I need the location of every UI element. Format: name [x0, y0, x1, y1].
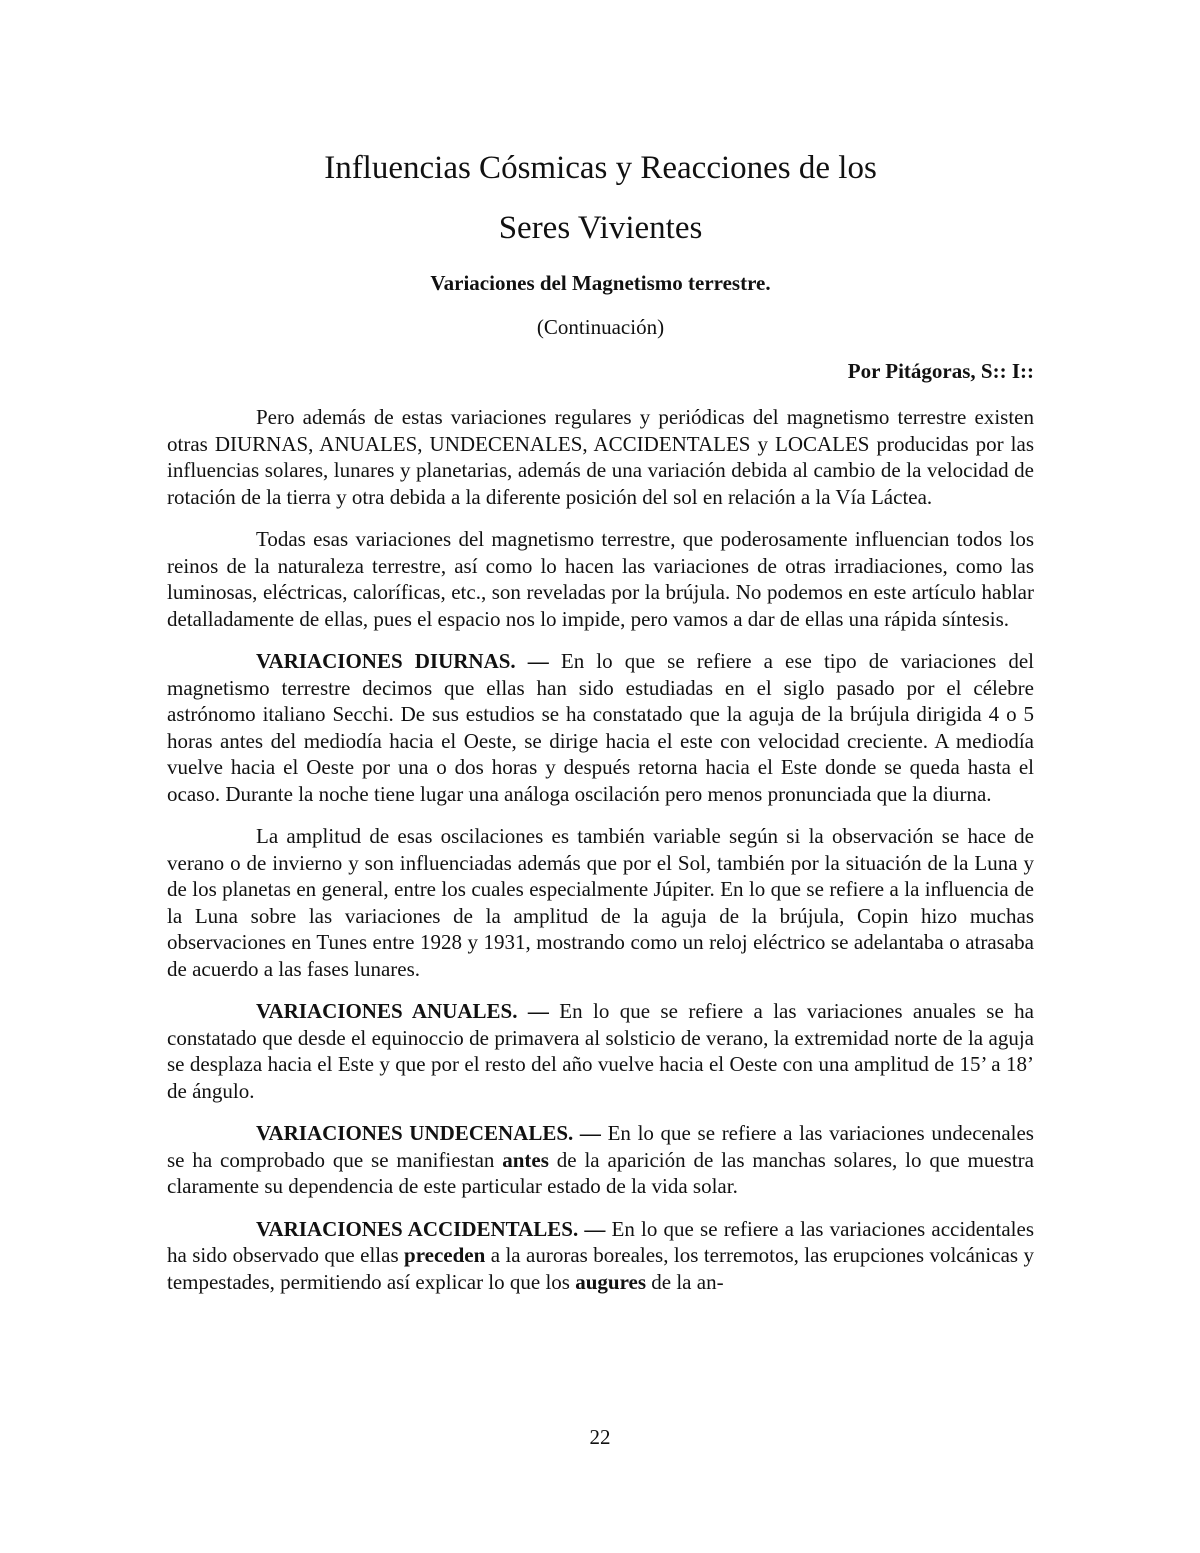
paragraph-undecenal-text-b: de la aparición de las manchas solares, lo que muestra claramente su dependencia de este particular estado de la vida solar.: [167, 1147, 1034, 1198]
section-heading-annual: VARIACIONES ANUALES. —: [256, 999, 549, 1023]
author-line: Por Pitágoras, S:: I::: [847, 359, 1034, 383]
title-line-1: Influencias Cósmicas y Reacciones de los: [324, 150, 877, 186]
emphasis-augures: augures: [575, 1269, 647, 1294]
paragraph-accidental-text-b: a la auroras boreales, los terremotos, las erupciones volcánicas y tempestades, permitiendo así explicar lo que los: [167, 1243, 1034, 1294]
paragraph-undecenal-text-a: En lo que se refiere a las variaciones undecenales se ha comprobado que se manifiestan: [167, 1121, 1034, 1172]
paragraph-diurnal: [167, 648, 1034, 807]
subtitle: Variaciones del Magnetismo terrestre.: [430, 271, 771, 295]
document-page: [167, 138, 1034, 1295]
section-heading-undecenal: VARIACIONES UNDECENALES. —: [256, 1121, 601, 1145]
continuation-note: (Continuación): [536, 315, 665, 339]
paragraph-undecenal: [167, 1120, 1034, 1200]
paragraph-diurnal-text: En lo que se refiere a ese tipo de variaciones del magnetismo terrestre decimos que ellas han sido estudiadas en el siglo pasado por el célebre astrónomo italiano Secchi. De sus estudios se ha constatado que la aguja de la brújula dirigida 4 o 5 horas antes del mediodía hacia el Oeste, se dirige hacia el este con velocidad creciente. A mediodía vuelve hacia el Oeste por una o dos horas y después retorna hacia el Este donde se queda hasta el ocaso. Durante la noche tiene lugar una análoga oscilación pero menos pronunciada que la diurna.: [167, 649, 1034, 806]
paragraph-accidental-text-a: En lo que se refiere a las variaciones accidentales ha sido observado que ellas: [167, 1216, 1034, 1267]
page-number: 22: [589, 1425, 611, 1449]
paragraph-intro: Pero además de estas variaciones regulares y periódicas del magnetismo terrestre existen otras DIURNAS, ANUALES, UNDECENALES, ACCIDENTALES y LOCALES producidas por las influencias solares, lunares y planetarias, además de una variación debida al cambio de la velocidad de rotación de la tierra y otra debida a la diferente posición del sol en relación a la Vía Láctea.: [167, 405, 1034, 509]
paragraph-accidental-text-c: de la an-: [646, 1269, 724, 1294]
section-heading-diurnal: VARIACIONES DIURNAS. —: [256, 649, 549, 673]
emphasis-antes: antes: [502, 1147, 549, 1172]
title-line-2: Seres Vivientes: [498, 210, 703, 246]
paragraph-accidental: [167, 1216, 1034, 1296]
emphasis-preceden: preceden: [404, 1243, 486, 1267]
paragraph-annual: [167, 998, 1034, 1104]
section-heading-accidental: VARIACIONES ACCIDENTALES. —: [256, 1216, 606, 1241]
paragraph-amplitude: La amplitud de esas oscilaciones es también variable según si la observación se hace de verano o de invierno y son influenciadas además que por el Sol, también por la situación de la Luna y de los planetas en general, entre los cuales especialmente Júpiter. En lo que se refiere a la influencia de la Luna sobre las variaciones de la amplitud de la aguja de la brújula, Copin hizo muchas observaciones en Tunes entre 1928 y 1931, mostrando como un reloj eléctrico se adelantaba o atrasaba de acuerdo a las fases lunares.: [167, 824, 1034, 981]
paragraph-overview: Todas esas variaciones del magnetismo terrestre, que poderosamente influencian todos los reinos de la naturaleza terrestre, así como lo hacen las variaciones de otras irradiaciones, como las luminosas, eléctricas, caloríficas, etc., son reveladas por la brújula. No podemos en este artículo hablar detalladamente de ellas, pues el espacio nos lo impide, pero vamos a dar de ellas una rápida síntesis.: [167, 527, 1034, 631]
paragraph-annual-text: En lo que se refiere a las variaciones anuales se ha constatado que desde el equinoccio de primavera al solsticio de verano, la extremidad norte de la aguja se desplaza hacia el Este y que por el resto del año vuelve hacia el Oeste con una amplitud de 15’ a 18’ de ángulo.: [167, 999, 1034, 1103]
